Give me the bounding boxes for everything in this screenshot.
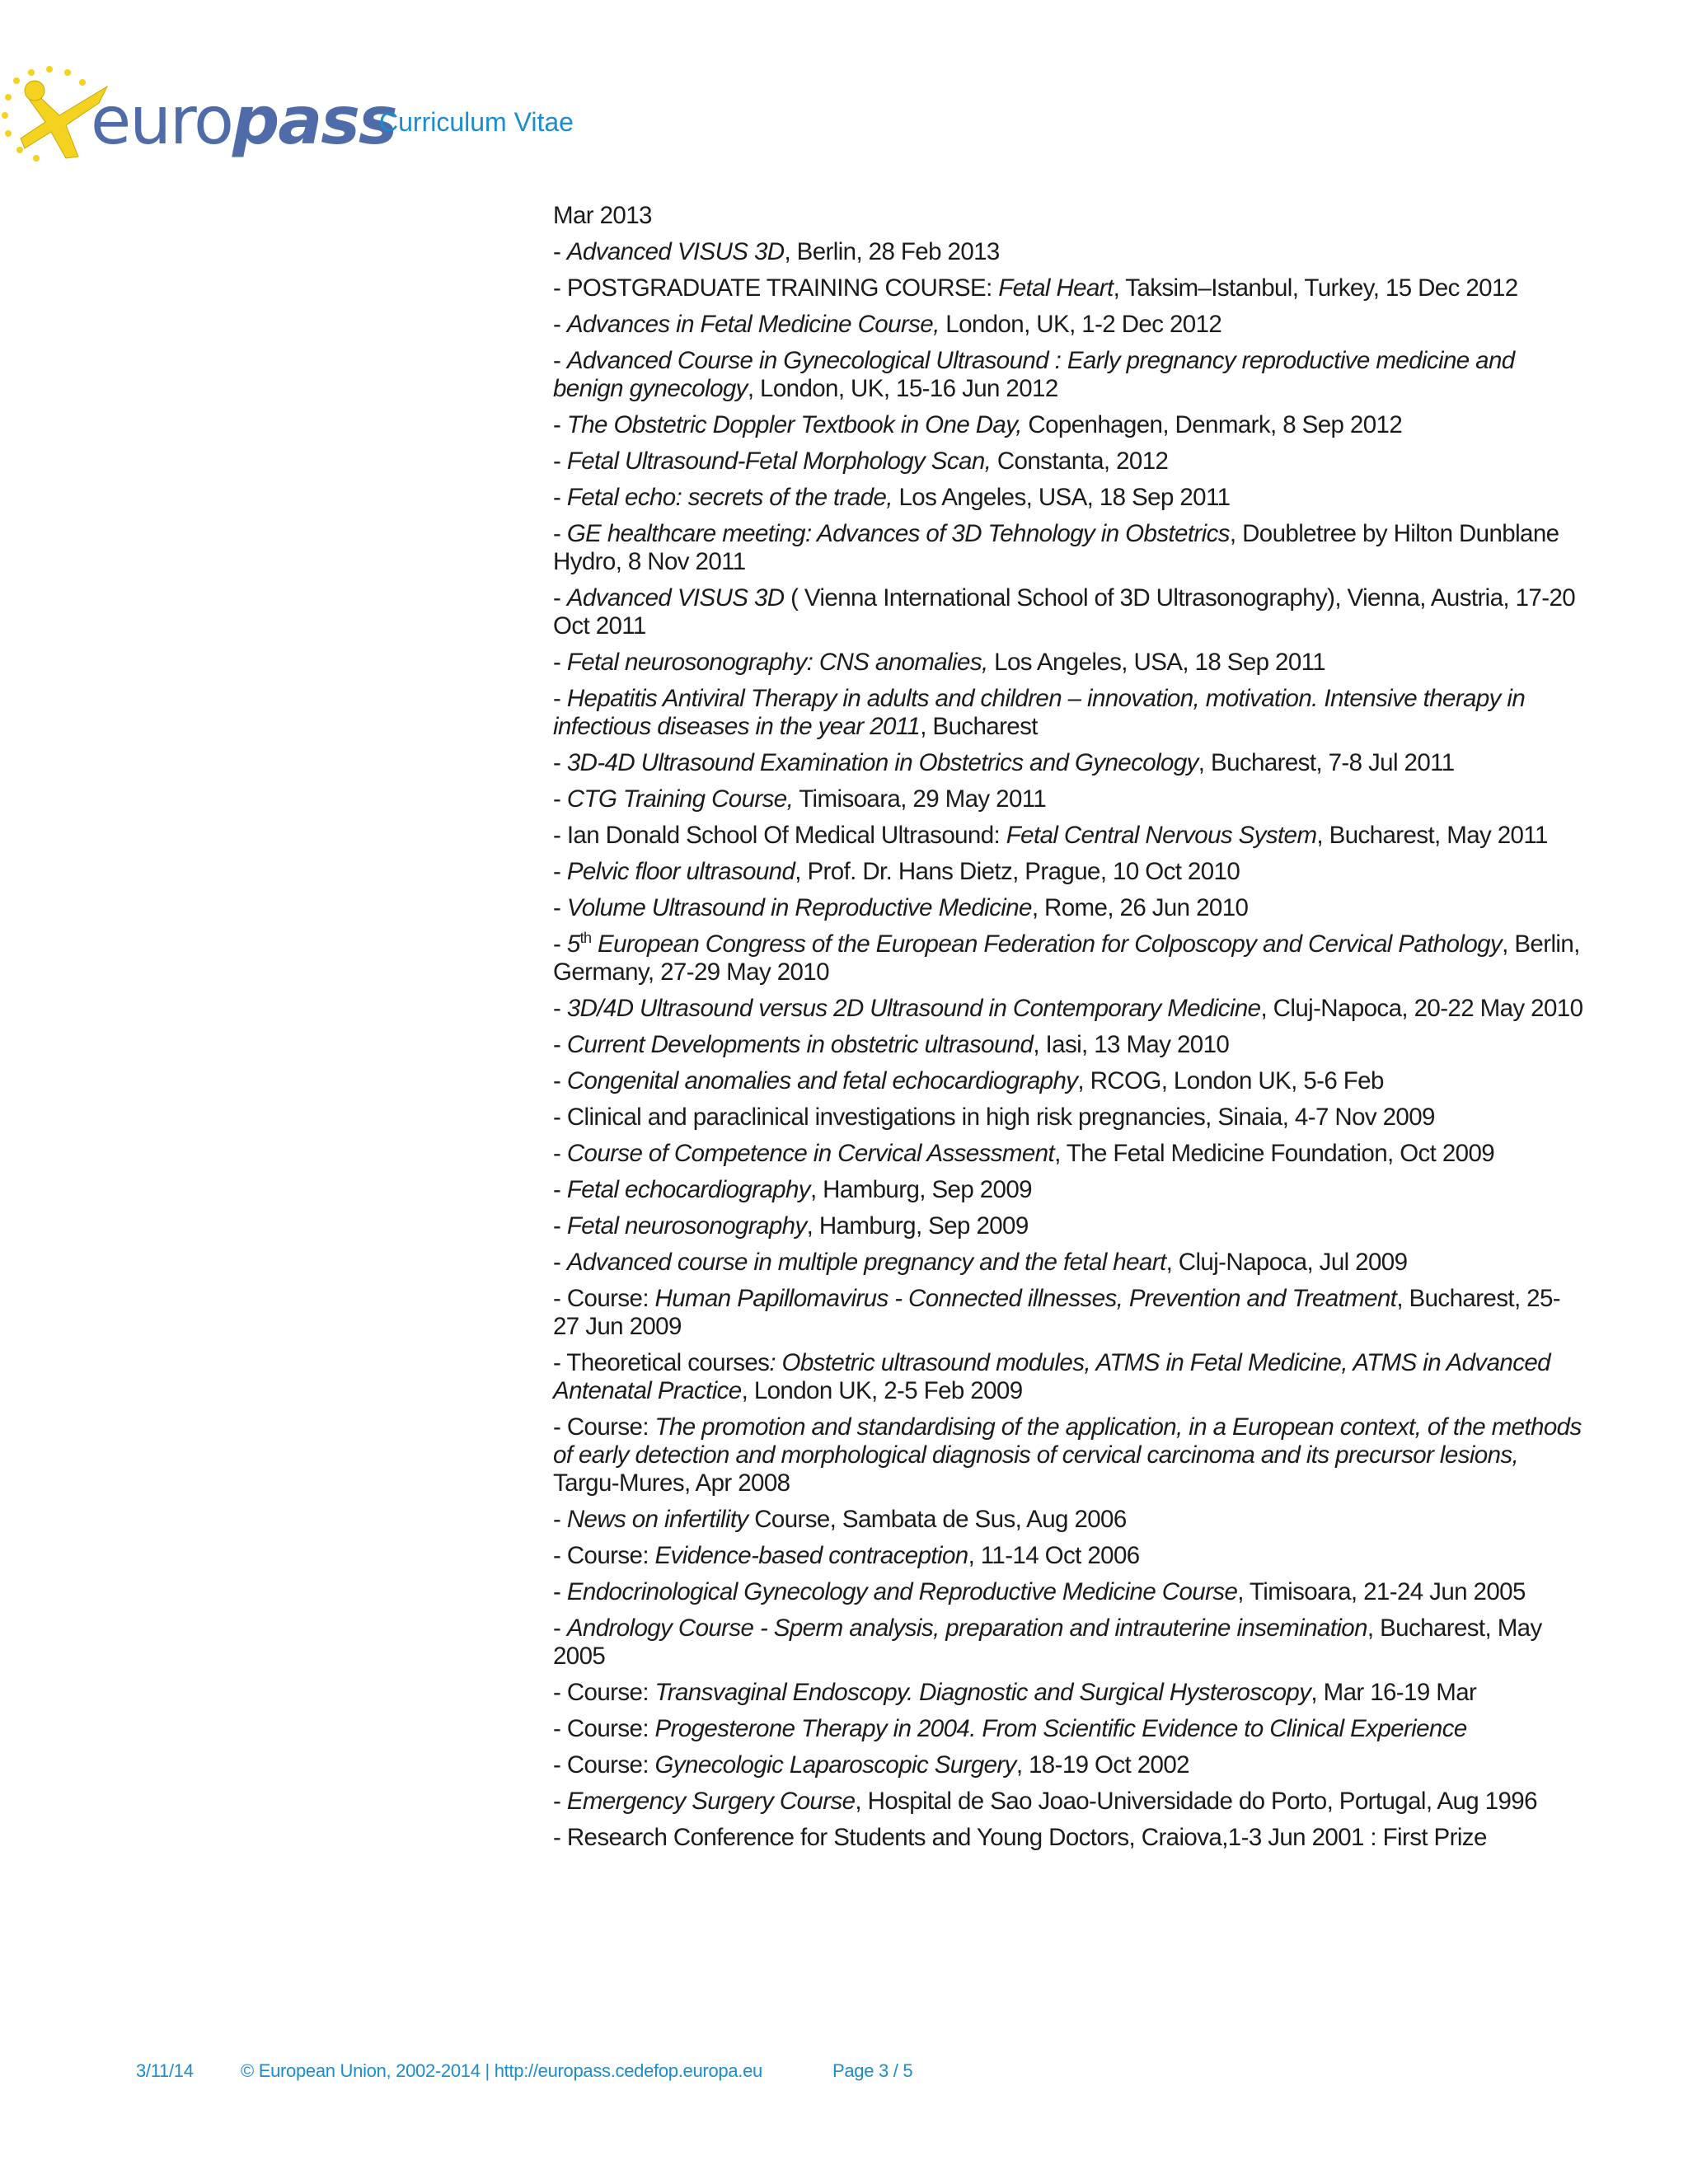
entry-text: , RCOG, London UK, 5-6 Feb: [1077, 1067, 1384, 1094]
document-title: Curriculum Vitae: [379, 107, 574, 137]
entry-text: Timisoara, 29 May 2011: [793, 785, 1047, 813]
entry-text: , Bucharest, May 2011: [1316, 822, 1548, 849]
europass-logo: [0, 49, 396, 181]
entry-text: - Theoretical courses: [553, 1349, 770, 1376]
entry-text: -: [553, 749, 567, 776]
training-entry: [553, 1824, 1583, 1852]
entry-text: -: [553, 1031, 567, 1058]
entry-title-text: GE healthcare meeting: Advances of 3D Tehnology in Obstetrics: [566, 520, 1230, 547]
entry-text: -: [553, 520, 567, 547]
entry-title-text: Transvaginal Endoscopy. Diagnostic and Surgical Hysteroscopy: [654, 1679, 1311, 1706]
training-entry: [553, 930, 1583, 987]
entry-text: , Bucharest: [920, 713, 1038, 740]
entry-title-text: CTG Training Course,: [566, 785, 794, 813]
entry-title-text: Current Developments in obstetric ultrasound: [566, 1031, 1034, 1058]
entry-text: , Berlin, 28 Feb 2013: [784, 238, 1000, 265]
entry-title-text: Advanced VISUS 3D: [566, 238, 785, 265]
entry-text: Course, Sambata de Sus, Aug 2006: [748, 1506, 1127, 1533]
training-entry: [553, 1413, 1583, 1497]
entry-text: , Bucharest, 7-8 Jul 2011: [1198, 749, 1455, 776]
europass-wordmark: [91, 82, 396, 159]
training-entry: [553, 1140, 1583, 1168]
entry-text: Targu-Mures, Apr 2008: [553, 1469, 790, 1497]
training-entry: [553, 347, 1583, 403]
entry-title-text: Fetal echo: secrets of the trade,: [566, 484, 893, 511]
entry-text: , Bucharest, May 2005: [553, 1615, 1542, 1670]
entry-text: -: [553, 411, 567, 438]
entry-text: , The Fetal Medicine Foundation, Oct 2009: [1054, 1140, 1495, 1167]
entry-text: , Taksim–Istanbul, Turkey, 15 Dec 2012: [1113, 274, 1518, 302]
entry-text: -: [553, 1249, 567, 1276]
entry-text: ( Vienna International School of 3D Ultrasonography), Vienna, Austria, 17-20 Oct 2011: [553, 584, 1576, 640]
entry-title-text: Pelvic floor ultrasound: [566, 858, 795, 885]
entry-text: Constanta, 2012: [991, 448, 1169, 475]
entry-title-text: Progesterone Therapy in 2004. From Scientific Evidence to Clinical Experience: [654, 1715, 1467, 1742]
training-entry: [553, 1349, 1583, 1405]
training-entry: [553, 238, 1583, 266]
training-entry: [553, 858, 1583, 886]
training-entry: [553, 1715, 1583, 1743]
entry-text: , Berlin, Germany, 27-29 May 2010: [553, 930, 1580, 986]
entry-text: -: [553, 1788, 567, 1815]
entry-text: -: [553, 894, 567, 921]
entry-text: Copenhagen, Denmark, 8 Sep 2012: [1021, 411, 1403, 438]
training-entry: [553, 1176, 1583, 1204]
entry-title-text: Fetal Heart: [998, 274, 1114, 302]
training-entry: [553, 1285, 1583, 1341]
training-entry: [553, 448, 1583, 476]
entry-title-text: Andrology Course - Sperm analysis, preparation and intrauterine insemination: [566, 1615, 1367, 1642]
training-entry: [553, 202, 1583, 230]
entry-title-text: Advances in Fetal Medicine Course,: [566, 311, 940, 338]
training-entry: [553, 1212, 1583, 1240]
entry-text: -: [553, 785, 567, 813]
entry-text: , 11-14 Oct 2006: [968, 1542, 1140, 1569]
training-entry: [553, 1615, 1583, 1671]
entry-title-text: 5: [566, 930, 580, 958]
entry-title-text: Evidence-based contraception: [654, 1542, 968, 1569]
training-entry: [553, 484, 1583, 512]
entry-text: , Mar 16-19 Mar: [1311, 1679, 1477, 1706]
entry-text: , Hospital de Sao Joao-Universidade do Porto, Portugal, Aug 1996: [855, 1788, 1537, 1815]
entry-text: , Cluj-Napoca, 20-22 May 2010: [1260, 995, 1583, 1022]
entry-title-text: Advanced course in multiple pregnancy and the fetal heart: [566, 1249, 1166, 1276]
entry-text: -: [553, 238, 567, 265]
footer-page-number: Page 3 / 5: [832, 2060, 913, 2081]
entry-title-text: Emergency Surgery Course: [566, 1788, 856, 1815]
entry-text: London, UK, 1-2 Dec 2012: [939, 311, 1222, 338]
entry-text: -: [553, 448, 567, 475]
entry-text: - Course:: [553, 1751, 655, 1779]
training-entry: [553, 411, 1583, 439]
training-entry: [553, 1578, 1583, 1606]
entry-text: , Prof. Dr. Hans Dietz, Prague, 10 Oct 2010: [795, 858, 1240, 885]
training-entry: [553, 1249, 1583, 1277]
entry-title-text: 3D/4D Ultrasound versus 2D Ultrasound in Contemporary Medicine: [566, 995, 1261, 1022]
entry-text: Mar 2013: [553, 202, 652, 229]
entry-text: , 18-19 Oct 2002: [1015, 1751, 1189, 1779]
training-entry: [553, 894, 1583, 922]
entry-text: - Course:: [553, 1285, 655, 1312]
training-entry: [553, 749, 1583, 777]
entry-text: , Doubletree by Hilton Dunblane Hydro, 8 Nov 2011: [553, 520, 1559, 575]
training-entry: [553, 1542, 1583, 1570]
entry-text: Los Angeles, USA, 18 Sep 2011: [987, 649, 1326, 676]
training-entry: [553, 822, 1583, 850]
entry-title-text: European Congress of the European Federation for Colposcopy and Cervical Pathology: [591, 930, 1503, 958]
entry-title-text: 3D-4D Ultrasound Examination in Obstetrics and Gynecology: [566, 749, 1198, 776]
footer-copyright-link[interactable]: © European Union, 2002-2014 | http://europass.cedefop.europa.eu: [241, 2060, 762, 2081]
training-entry: [553, 785, 1583, 813]
training-entry: [553, 1104, 1583, 1132]
entry-title-text: Endocrinological Gynecology and Reproductive Medicine Course: [566, 1578, 1238, 1605]
entry-title-text: Course of Competence in Cervical Assessment: [566, 1140, 1055, 1167]
entry-title-text: Fetal neurosonography: [566, 1212, 807, 1240]
training-entry: [553, 995, 1583, 1023]
training-list: [553, 202, 1583, 1860]
entry-title-text: : Obstetric ultrasound modules, ATMS in Fetal Medicine, ATMS in Advanced Antenatal Practice: [553, 1349, 1550, 1404]
entry-text: - Course:: [553, 1413, 655, 1441]
footer-date: 3/11/14: [136, 2060, 194, 2081]
entry-text: -: [553, 1176, 567, 1203]
entry-title-text: Human Papillomavirus - Connected illnesses, Prevention and Treatment: [654, 1285, 1397, 1312]
entry-text: -: [553, 858, 567, 885]
entry-text: , Hamburg, Sep 2009: [809, 1176, 1032, 1203]
entry-text: -: [553, 1140, 567, 1167]
training-entry: [553, 311, 1583, 339]
entry-title-text: Fetal Ultrasound-Fetal Morphology Scan,: [566, 448, 992, 475]
entry-text: - POSTGRADUATE TRAINING COURSE:: [553, 274, 999, 302]
entry-text: th: [579, 930, 592, 947]
entry-text: - Course:: [553, 1679, 655, 1706]
entry-text: , Hamburg, Sep 2009: [806, 1212, 1029, 1240]
entry-text: - Course:: [553, 1715, 655, 1742]
training-entry: [553, 1506, 1583, 1534]
entry-text: -: [553, 995, 567, 1022]
entry-text: -: [553, 1067, 567, 1094]
entry-text: -: [553, 484, 567, 511]
entry-text: , Bucharest, 25-27 Jun 2009: [553, 1285, 1561, 1340]
entry-text: , Rome, 26 Jun 2010: [1031, 894, 1249, 921]
entry-text: Los Angeles, USA, 18 Sep 2011: [892, 484, 1231, 511]
entry-text: , London UK, 2-5 Feb 2009: [741, 1377, 1023, 1404]
entry-title-text: Advanced Course in Gynecological Ultrasound : Early pregnancy reproductive medicine and benign gynecology: [553, 347, 1515, 402]
entry-text: , London, UK, 15-16 Jun 2012: [747, 375, 1058, 402]
entry-text: -: [553, 311, 567, 338]
entry-text: - Course:: [553, 1542, 655, 1569]
entry-text: - Clinical and paraclinical investigations in high risk pregnancies, Sinaia, 4-7 Nov 2009: [553, 1104, 1435, 1131]
training-entry: [553, 584, 1583, 640]
training-entry: [553, 1788, 1583, 1816]
entry-title-text: The Obstetric Doppler Textbook in One Day,: [566, 411, 1022, 438]
entry-text: -: [553, 685, 567, 712]
entry-title-text: Advanced VISUS 3D: [566, 584, 785, 612]
entry-text: , Iasi, 13 May 2010: [1033, 1031, 1230, 1058]
entry-title-text: Fetal neurosonography: CNS anomalies,: [566, 649, 988, 676]
entry-title-text: Fetal echocardiography: [566, 1176, 810, 1203]
entry-text: -: [553, 1506, 567, 1533]
training-entry: [553, 1751, 1583, 1779]
entry-text: -: [553, 1615, 567, 1642]
entry-title-text: Hepatitis Antiviral Therapy in adults and children – innovation, motivation. Intensive therapy in infectious diseases in the year 2011: [553, 685, 1526, 740]
training-entry: [553, 1067, 1583, 1095]
entry-title-text: Volume Ultrasound in Reproductive Medicine: [566, 894, 1032, 921]
entry-text: -: [553, 347, 567, 374]
entry-text: -: [553, 930, 567, 958]
training-entry: [553, 274, 1583, 302]
entry-text: -: [553, 649, 567, 676]
training-entry: [553, 520, 1583, 576]
entry-text: , Timisoara, 21-24 Jun 2005: [1237, 1578, 1526, 1605]
entry-title-text: Fetal Central Nervous System: [1006, 822, 1317, 849]
entry-text: , Cluj-Napoca, Jul 2009: [1165, 1249, 1408, 1276]
training-entry: [553, 685, 1583, 741]
entry-text: -: [553, 1212, 567, 1240]
entry-title-text: Congenital anomalies and fetal echocardiography: [566, 1067, 1078, 1094]
training-entry: [553, 1031, 1583, 1059]
entry-text: - Ian Donald School Of Medical Ultrasound:: [553, 822, 1006, 849]
entry-title-text: News on infertility: [566, 1506, 748, 1533]
entry-title-text: The promotion and standardising of the application, in a European context, of the methods of early detection and morphological diagnosis of cervical carcinoma and its precursor lesions,: [553, 1413, 1582, 1469]
entry-text: -: [553, 1578, 567, 1605]
logo-word-pass: pass: [232, 82, 396, 159]
training-entry: [553, 649, 1583, 677]
entry-title-text: Gynecologic Laparoscopic Surgery: [654, 1751, 1016, 1779]
logo-word-euro: euro: [91, 82, 232, 159]
training-entry: [553, 1679, 1583, 1707]
entry-text: -: [553, 584, 567, 612]
entry-text: - Research Conference for Students and Young Doctors, Craiova,1-3 Jun 2001 : First Prize: [553, 1824, 1487, 1851]
page-header: [0, 49, 742, 181]
